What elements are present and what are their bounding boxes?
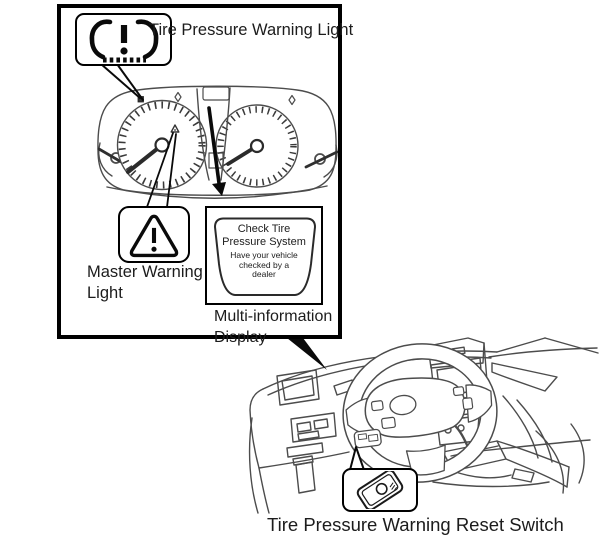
master-warning-light-callout xyxy=(118,206,190,263)
mid-message-body-line2: checked by a xyxy=(238,259,290,270)
mid-message-body-line1: Have your vehicle xyxy=(230,250,298,260)
mid-screen-message xyxy=(212,223,316,280)
warning-triangle-icon xyxy=(122,210,186,260)
mid-message-title-line1: Check Tire xyxy=(237,223,291,235)
master-warning-light-label-line2: Light xyxy=(87,284,123,302)
mid-message-title-line2: Pressure System xyxy=(222,235,306,248)
master-warning-light-label-line1: Master Warning xyxy=(87,263,203,281)
tire-pressure-reset-switch-label: Tire Pressure Warning Reset Switch xyxy=(267,514,564,535)
tire-pressure-reset-switch-callout xyxy=(342,468,418,512)
multi-information-display-label xyxy=(214,306,332,348)
multi-information-display-label-line1: Multi-information xyxy=(214,308,333,325)
multi-information-display-label-line2: Display xyxy=(214,329,267,346)
tire-pressure-warning-light-label: Tire Pressure Warning Light xyxy=(149,21,354,39)
master-warning-light-label xyxy=(87,262,203,304)
mid-message-body-line3: dealer xyxy=(252,269,276,279)
reset-switch-icon xyxy=(345,471,415,509)
